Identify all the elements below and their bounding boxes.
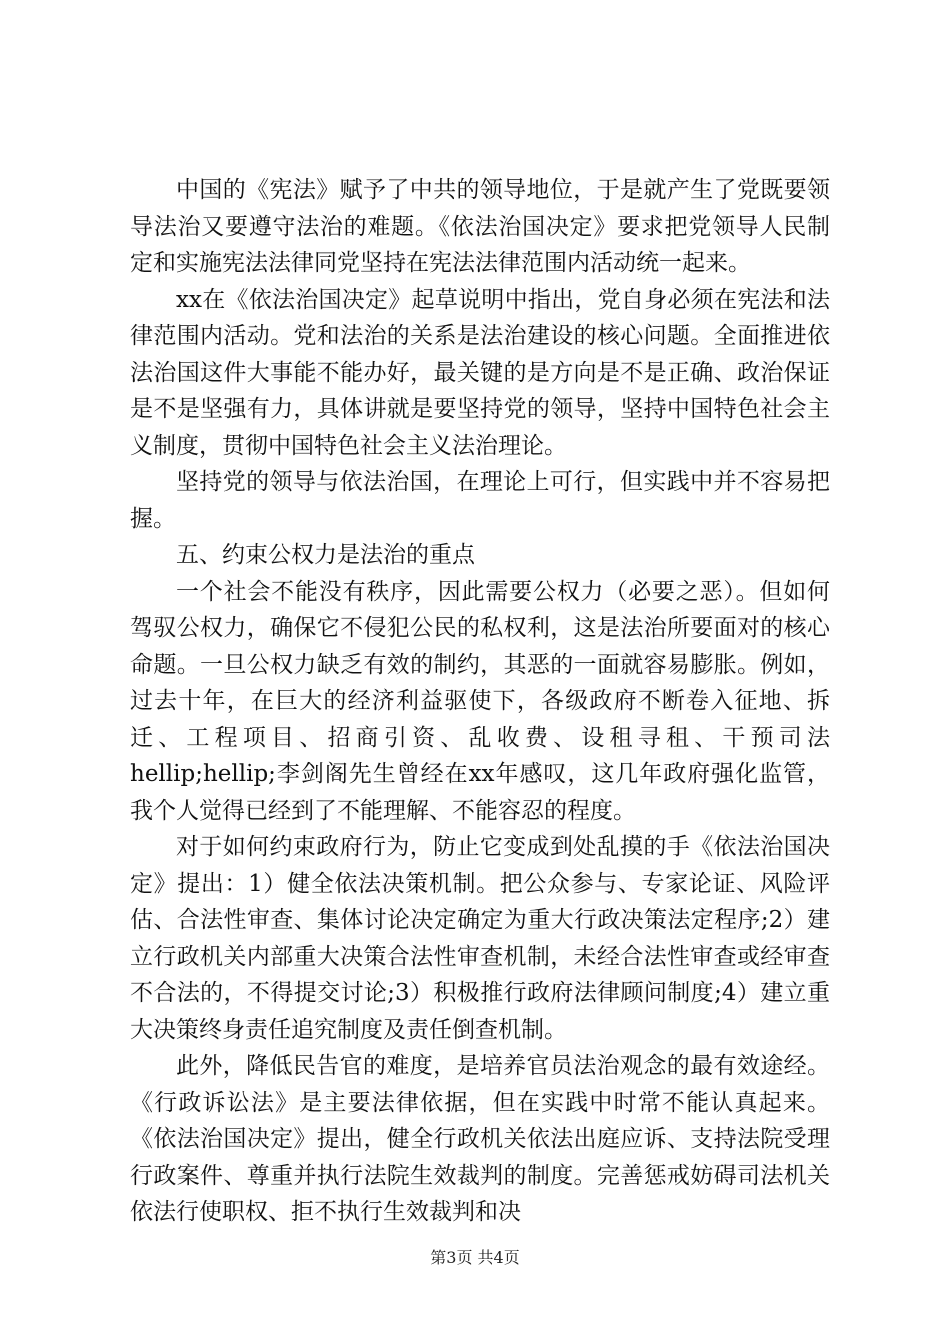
section-heading: 五、约束公权力是法治的重点 <box>176 542 475 568</box>
paragraph: 坚持党的领导与依法治国，在理论上可行，但实践中并不容易把握。 <box>130 469 830 532</box>
paragraph: 对于如何约束政府行为，防止它变成到处乱摸的手《依法治国决定》提出：1）健全依法决策机制。把公众参与、专家论证、风险评估、合法性审查、集体讨论决定确定为重大行政决策法定程序;2）建立行政机关内部重大决策合法性审查机制，未经合法性审查或经审查不合法的，不得提交讨论;3）积极推行政府法律顾问制度;4）建立重大决策终身责任追究制度及责任倒查机制。 <box>130 834 830 1043</box>
document-body <box>130 172 830 1231</box>
paragraph: 一个社会不能没有秩序，因此需要公权力（必要之恶）。但如何驾驭公权力，确保它不侵犯公民的私权利，这是法治所要面对的核心命题。一旦公权力缺乏有效的制约，其恶的一面就容易膨胀。例如，过去十年，在巨大的经济利益驱使下，各级政府不断卷入征地、拆迁、工程项目、招商引资、乱收费、设租寻租、干预司法hellip;hellip;李剑阁先生曾经在xx年感叹，这几年政府强化监管，我个人觉得已经到了不能理解、不能容忍的程度。 <box>130 578 830 824</box>
paragraph: 此外，降低民告官的难度，是培养官员法治观念的最有效途经。《行政诉讼法》是主要法律依据，但在实践中时常不能认真起来。《依法治国决定》提出，健全行政机关依法出庭应诉、支持法院受理行政案件、尊重并执行法院生效裁判的制度。完善惩戒妨碍司法机关依法行使职权、拒不执行生效裁判和决 <box>130 1053 830 1225</box>
paragraph: xx在《依法治国决定》起草说明中指出，党自身必须在宪法和法律范围内活动。党和法治的关系是法治建设的核心问题。全面推进依法治国这件大事能不能办好，最关键的是方向是不是正确、政治保证是不是坚强有力，具体讲就是要坚持党的领导，坚持中国特色社会主义制度，贯彻中国特色社会主义法治理论。 <box>130 286 830 459</box>
paragraph: 中国的《宪法》赋予了中共的领导地位，于是就产生了党既要领导法治又要遵守法治的难题。《依法治国决定》要求把党领导人民制定和实施宪法法律同党坚持在宪法法律范围内活动统一起来。 <box>130 177 830 276</box>
page-number-footer: 第3页 共4页 <box>430 1248 520 1267</box>
